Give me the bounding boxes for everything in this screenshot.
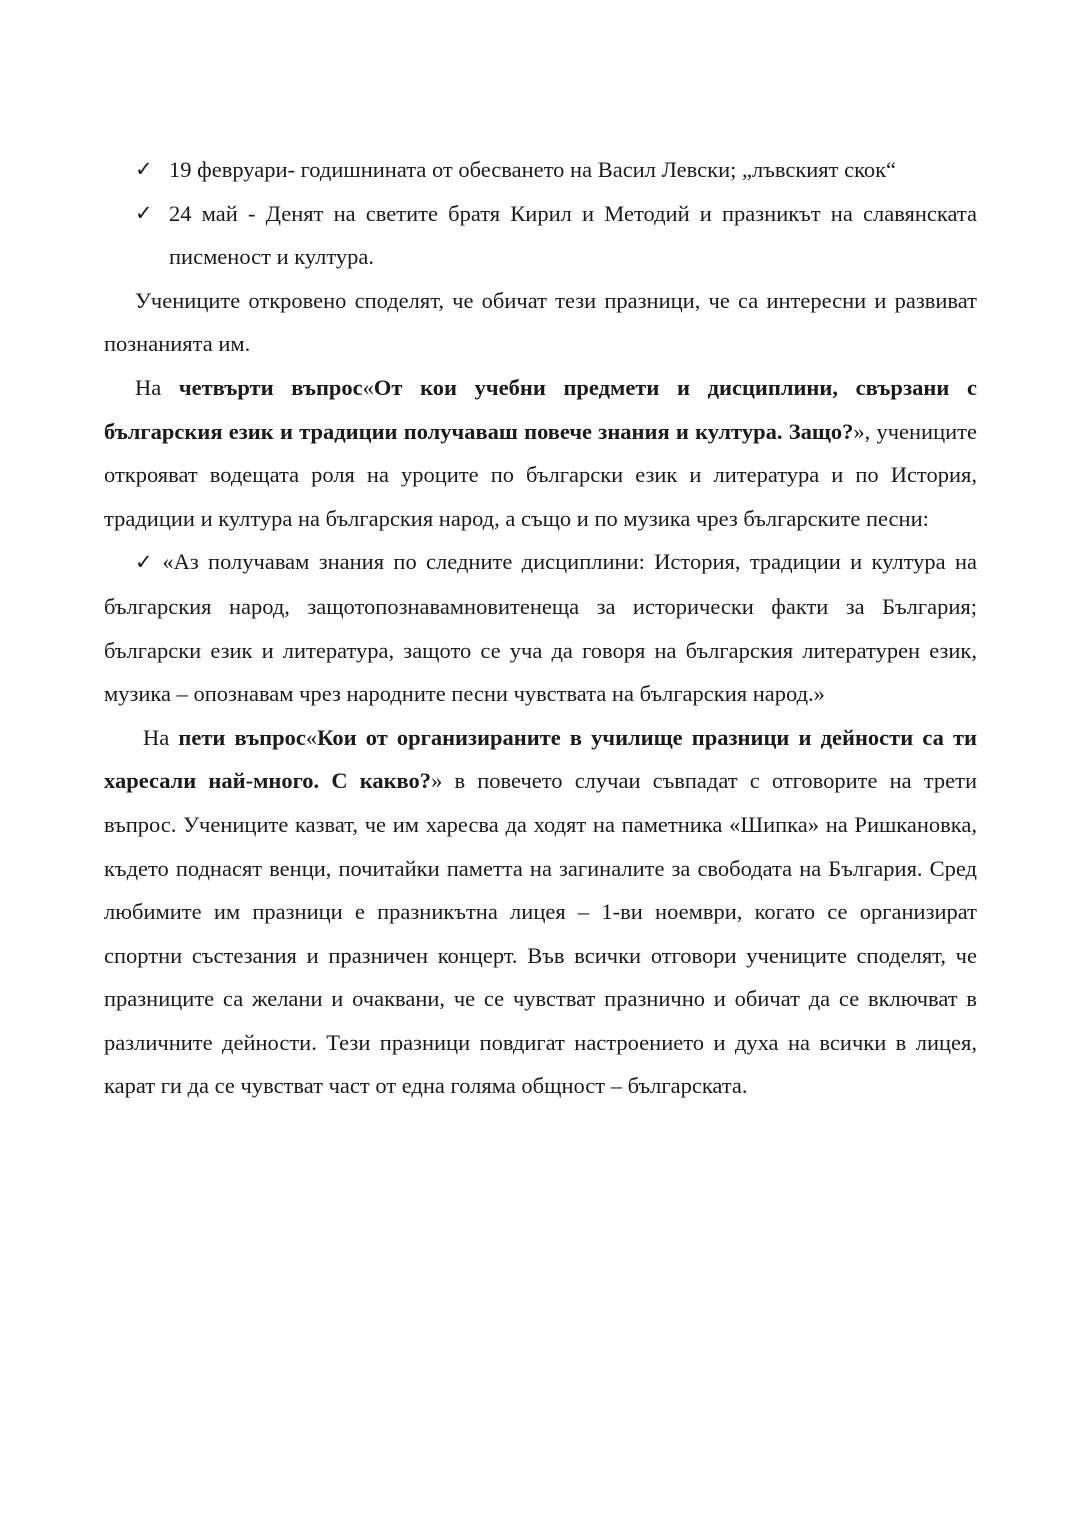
paragraph-rest: в повечето случаи съвпадат с отговорите на трети въпрос. Учениците казват, че им харесва да ходят на паметника «Шипка» на Ришкановка, където поднасят венци, почитайки паметта на загиналите за свободата на България. Сред любимите им празници е празникътна лицея – 1-ви ноември, когато се организират спортни състезания и празничен концерт. Във всички отговори учениците споделят, че празниците са желани и очаквани, че се чувстват празнично и обичат да се включват в различните дейности. Тези празници повдигат настроението и духа на всички в лицея, карат ги да се чувстват част от една голяма общност – българската. [104,768,977,1099]
paragraph-question-four [104,366,977,540]
question-text: От кои учебни предмети и дисциплини, свързани с българския език и традиции получаваш повече знания и култура. Защо? [104,374,977,444]
open-quote: « [305,724,318,750]
list-item [104,148,977,192]
paragraph-rest: , учениците открояват водещата роля на уроците по български език и литература и по История, традиции и култура на българския народ, а също и по музика чрез българските песни: [104,418,977,531]
question-text: Кои от организираните в училище празници и дейности са ти харесали най-много. С какво? [104,724,977,794]
question-label: пети въпрос [178,724,306,750]
close-quote: » [853,418,865,444]
quote-text: «Аз получавам знания по следните дисциплини: История, традиции и култура на българския народ, защотопознавамновитенеща за исторически факти за България; български език и литература, защото се уча да говоря на българския литературен език, музика – опознавам чрез народните песни чувствата на българския народ.» [104,549,977,707]
open-quote: « [362,374,374,400]
paragraph-lead: На [143,724,179,750]
question-label: четвърти въпрос [178,374,363,400]
list-item [104,192,977,279]
check-icon: ✓ [135,157,153,181]
quote-list-item [104,540,977,715]
list-item-text: 19 февруари- годишнината от обесването на Васил Левски; „лъвският скок“ [169,157,897,182]
paragraph-question-five [104,716,977,1108]
check-icon: ✓ [135,200,153,225]
close-quote: » [431,768,443,794]
paragraph-lead: На [135,374,179,400]
list-item-text: 24 май - Денят на светите братя Кирил и Методий и празникът на славянската писменост и култура. [169,200,977,270]
paragraph: Учениците откровено споделят, че обичат тези празници, че са интересни и развиват познанията им. [104,287,977,357]
document-page [104,148,977,1108]
check-icon: ✓ [135,550,157,575]
